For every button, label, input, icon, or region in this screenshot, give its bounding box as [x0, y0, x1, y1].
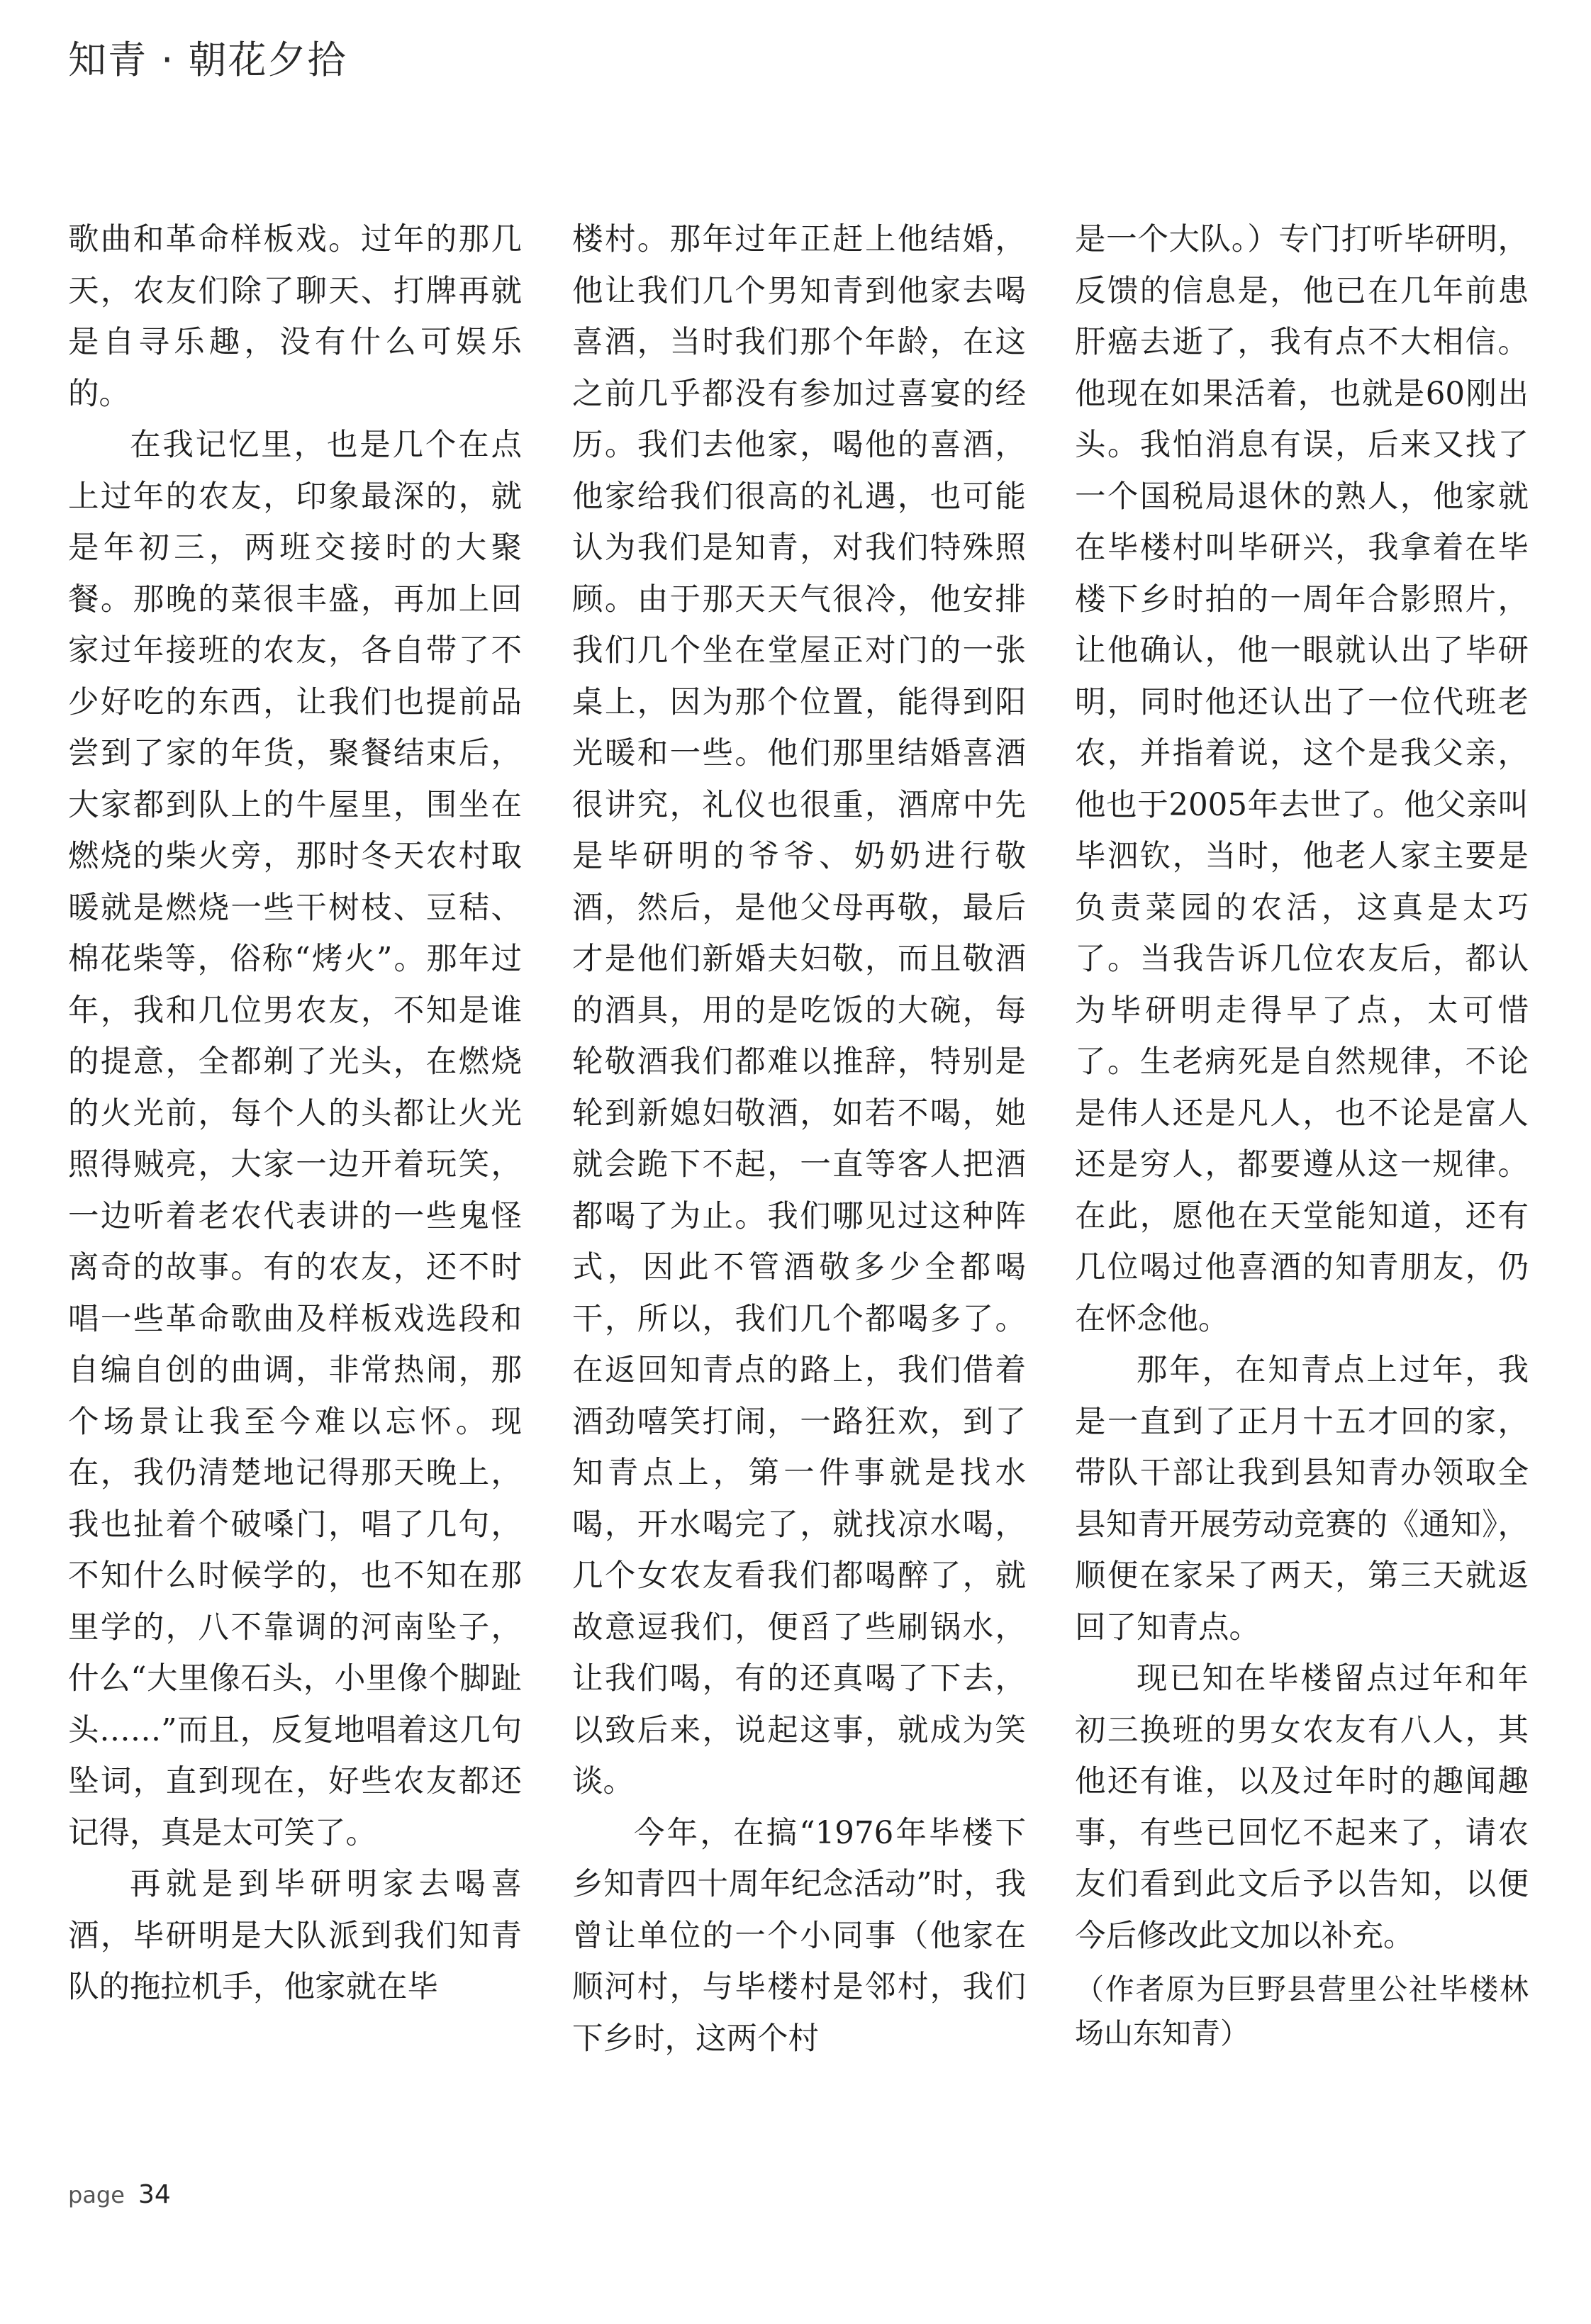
text-column-2	[572, 214, 1026, 2065]
paragraph: 是一个大队。）专门打听毕研明，反馈的信息是，他已在几年前患肝癌去逝了，我有点不大相信。他现在如果活着，也就是60刚出头。我怕消息有误，后来又找了一个国税局退休的熟人，他家就在毕楼村叫毕研兴，我拿着在毕楼下乡时拍的一周年合影照片，让他确认，他一眼就认出了毕研明，同时他还认出了一位代班老农，并指着说，这个是我父亲，他也于2005年去世了。他父亲叫毕泗钦，当时，他老人家主要是负责菜园的农活，这真是太巧了。当我告诉几位农友后，都认为毕研明走得早了点，太可惜了。生老病死是自然规律，不论是伟人还是凡人，也不论是富人还是穷人，都要遵从这一规律。在此，愿他在天堂能知道，还有几位喝过他喜酒的知青朋友，仍在怀念他。	[1075, 222, 1529, 1337]
page-label: page	[68, 2181, 125, 2208]
paragraph: 楼村。那年过年正赶上他结婚，他让我们几个男知青到他家去喝喜酒，当时我们那个年龄，在这之前几乎都没有参加过喜宴的经历。我们去他家，喝他的喜酒，他家给我们很高的礼遇，也可能认为我们是知青，对我们特殊照顾。由于那天天气很冷，他安排我们几个坐在堂屋正对门的一张桌上，因为那个位置，能得到阳光暖和一些。他们那里结婚喜酒很讲究，礼仪也很重，酒席中先是毕研明的爷爷、奶奶进行敬酒，然后，是他父母再敬，最后才是他们新婚夫妇敬，而且敬酒的酒具，用的是吃饭的大碗，每轮敬酒我们都难以推辞，特别是轮到新媳妇敬酒，如若不喝，她就会跪下不起，一直等客人把酒都喝了为止。我们哪见过这种阵式，因此不管酒敬多少全都喝干，所以，我们几个都喝多了。在返回知青点的路上，我们借着酒劲嘻笑打闹，一路狂欢，到了知青点上，第一件事就是找水喝，开水喝完了，就找凉水喝，几个女农友看我们都喝醉了，就故意逗我们，便舀了些刷锅水，让我们喝，有的还真喝了下去，以致后来，说起这事，就成为笑谈。	[572, 222, 1026, 1799]
paragraph: 歌曲和革命样板戏。过年的那几天，农友们除了聊天、打牌再就是自寻乐趣，没有什么可娱乐的。	[68, 222, 522, 412]
paragraph: 现已知在毕楼留点过年和年初三换班的男女农友有八人，其他还有谁，以及过年时的趣闻趣事，有些已回忆不起来了，请农友们看到此文后予以告知，以便今后修改此文加以补充。	[1075, 1661, 1529, 1954]
paragraph: 再就是到毕研明家去喝喜酒，毕研明是大队派到我们知青队的拖拉机手，他家就在毕	[68, 1867, 522, 2005]
paragraph: 在我记忆里，也是几个在点上过年的农友，印象最深的，就是年初三，两班交接时的大聚餐。那晚的菜很丰盛，再加上回家过年接班的农友，各自带了不少好吃的东西，让我们也提前品尝到了家的年货，聚餐结束后，大家都到队上的牛屋里，围坐在燃烧的柴火旁，那时冬天农村取暖就是燃烧一些干树枝、豆秸、棉花柴等，俗称“烤火”。那年过年，我和几位男农友，不知是谁的提意，全都剃了光头，在燃烧的火光前，每个人的头都让火光照得贼亮，大家一边开着玩笑，一边听着老农代表讲的一些鬼怪离奇的故事。有的农友，还不时唱一些革命歌曲及样板戏选段和自编自创的曲调，非常热闹，那个场景让我至今难以忘怀。现在，我仍清楚地记得那天晚上，我也扯着个破嗓门，唱了几句，不知什么时候学的，也不知在那里学的，八不靠调的河南坠子，什么“大里像石头，小里像个脚趾头……”而且，反复地唱着这几句坠词，直到现在，好些农友都还记得，真是太可笑了。	[68, 428, 522, 1851]
paragraph: 那年，在知青点上过年，我是一直到了正月十五才回的家，带队干部让我到县知青办领取全县知青开展劳动竞赛的《通知》，顺便在家呆了两天，第三天就返回了知青点。	[1075, 1353, 1529, 1646]
paragraph: 今年，在搞“1976年毕楼下乡知青四十周年纪念活动”时，我曾让单位的一个小同事（他家在顺河村，与毕楼村是邻村，我们下乡时，这两个村	[572, 1815, 1026, 2057]
page-footer	[68, 2180, 171, 2209]
text-column-3	[1075, 214, 1529, 2055]
author-note: （作者原为巨野县营里公社毕楼林场山东知青）	[1075, 1972, 1529, 2050]
page-number: 34	[138, 2180, 171, 2209]
text-column-1	[68, 214, 522, 2013]
running-header: 知青 · 朝花夕拾	[68, 38, 347, 82]
